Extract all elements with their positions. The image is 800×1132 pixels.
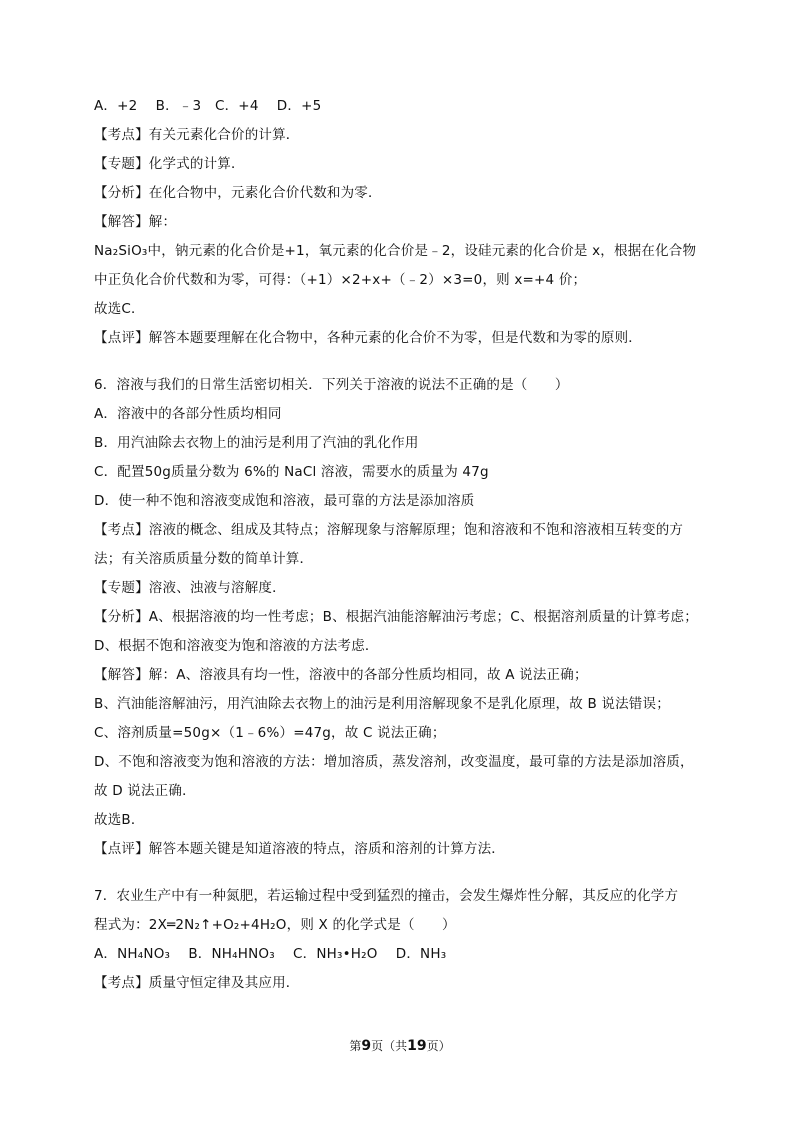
- q5-zhuanti: 【专题】化学式的计算．: [94, 156, 245, 172]
- spacer: [94, 357, 724, 375]
- spacer: [94, 868, 724, 886]
- q6-zhuanti: 【专题】溶液、浊液与溶解度．: [94, 580, 286, 596]
- q6-option-c: C．配置50g质量分数为 6%的 NaCl 溶液，需要水的质量为 47g: [94, 464, 489, 480]
- footer-page-number: 9: [361, 1038, 372, 1054]
- document-body: [94, 96, 724, 1002]
- q7-options: A．NH₄NO₃ B．NH₄HNO₃ C．NH₃•H₂O D．NH₃: [94, 946, 447, 962]
- q6-option-d: D．使一种不饱和溶液变成饱和溶液，最可靠的方法是添加溶质: [94, 493, 475, 509]
- q5-fenxi: 【分析】在化合物中，元素化合价代数和为零．: [94, 185, 382, 201]
- q7-stem-line-1: 7．农业生产中有一种氮肥，若运输过程中受到猛烈的撞击，会发生爆炸性分解，其反应的化学方: [94, 888, 679, 904]
- footer-prefix: 第: [349, 1039, 362, 1053]
- footer-suffix: 页）: [426, 1039, 451, 1053]
- q5-jieda-line-3: 故选C．: [94, 301, 145, 317]
- footer-middle: 页（共: [371, 1039, 408, 1053]
- q5-jieda: 【解答】解：: [94, 214, 177, 230]
- q6-kaodian-line-2: 法；有关溶质质量分数的简单计算．: [94, 551, 314, 567]
- q6-dianping: 【点评】解答本题关键是知道溶液的特点，溶质和溶剂的计算方法．: [94, 841, 505, 857]
- page-footer: [0, 1037, 800, 1054]
- q6-jieda-line-3: C、溶剂质量=50g×（1﹣6%）=47g，故 C 说法正确；: [94, 725, 446, 741]
- q6-kaodian-line-1: 【考点】溶液的概念、组成及其特点；溶解现象与溶解原理；饱和溶液和不饱和溶液相互转变的方: [94, 522, 684, 538]
- q5-jieda-line-2: 中正负化合价代数和为零，可得：（+1）×2+x+（﹣2）×3=0，则 x=+4 价；: [94, 272, 587, 288]
- q6-fenxi-line-1: 【分析】A、根据溶液的均一性考虑；B、根据汽油能溶解油污考虑；C、根据溶剂质量的计算考虑；: [94, 609, 698, 625]
- q7-kaodian: 【考点】质量守恒定律及其应用．: [94, 975, 300, 991]
- q6-stem: 6．溶液与我们的日常生活密切相关．下列关于溶液的说法不正确的是（ ）: [94, 377, 569, 393]
- q6-option-a: A．溶液中的各部分性质均相同: [94, 406, 282, 422]
- q6-jieda-line-5: 故 D 说法正确．: [94, 783, 196, 799]
- q5-options: A．+2 B．﹣3 C．+4 D．+5: [94, 98, 322, 114]
- q7-stem-line-2: 程式为：2X═2N₂↑+O₂+4H₂O，则 X 的化学式是（ ）: [94, 917, 456, 933]
- q6-option-b: B．用汽油除去衣物上的油污是利用了汽油的乳化作用: [94, 435, 419, 451]
- footer-total-pages: 19: [407, 1038, 427, 1054]
- q5-jieda-line-1: Na₂SiO₃中，钠元素的化合价是+1，氧元素的化合价是﹣2，设硅元素的化合价是 x，根据在化合物: [94, 243, 697, 259]
- q5-kaodian: 【考点】有关元素化合价的计算．: [94, 127, 300, 143]
- q5-dianping: 【点评】解答本题要理解在化合物中，各种元素的化合价不为零，但是代数和为零的原则．: [94, 330, 642, 346]
- q6-jieda-line-2: B、汽油能溶解油污，用汽油除去衣物上的油污是利用溶解现象不是乳化原理，故 B 说法错误；: [94, 696, 670, 712]
- q6-jieda-line-6: 故选B．: [94, 812, 145, 828]
- q6-jieda-line-4: D、不饱和溶液变为饱和溶液的方法：增加溶质，蒸发溶剂，改变温度，最可靠的方法是添加溶质，: [94, 754, 694, 770]
- q6-fenxi-line-2: D、根据不饱和溶液变为饱和溶液的方法考虑．: [94, 638, 379, 654]
- q6-jieda-line-1: 【解答】解：A、溶液具有均一性，溶液中的各部分性质均相同，故 A 说法正确；: [94, 667, 588, 683]
